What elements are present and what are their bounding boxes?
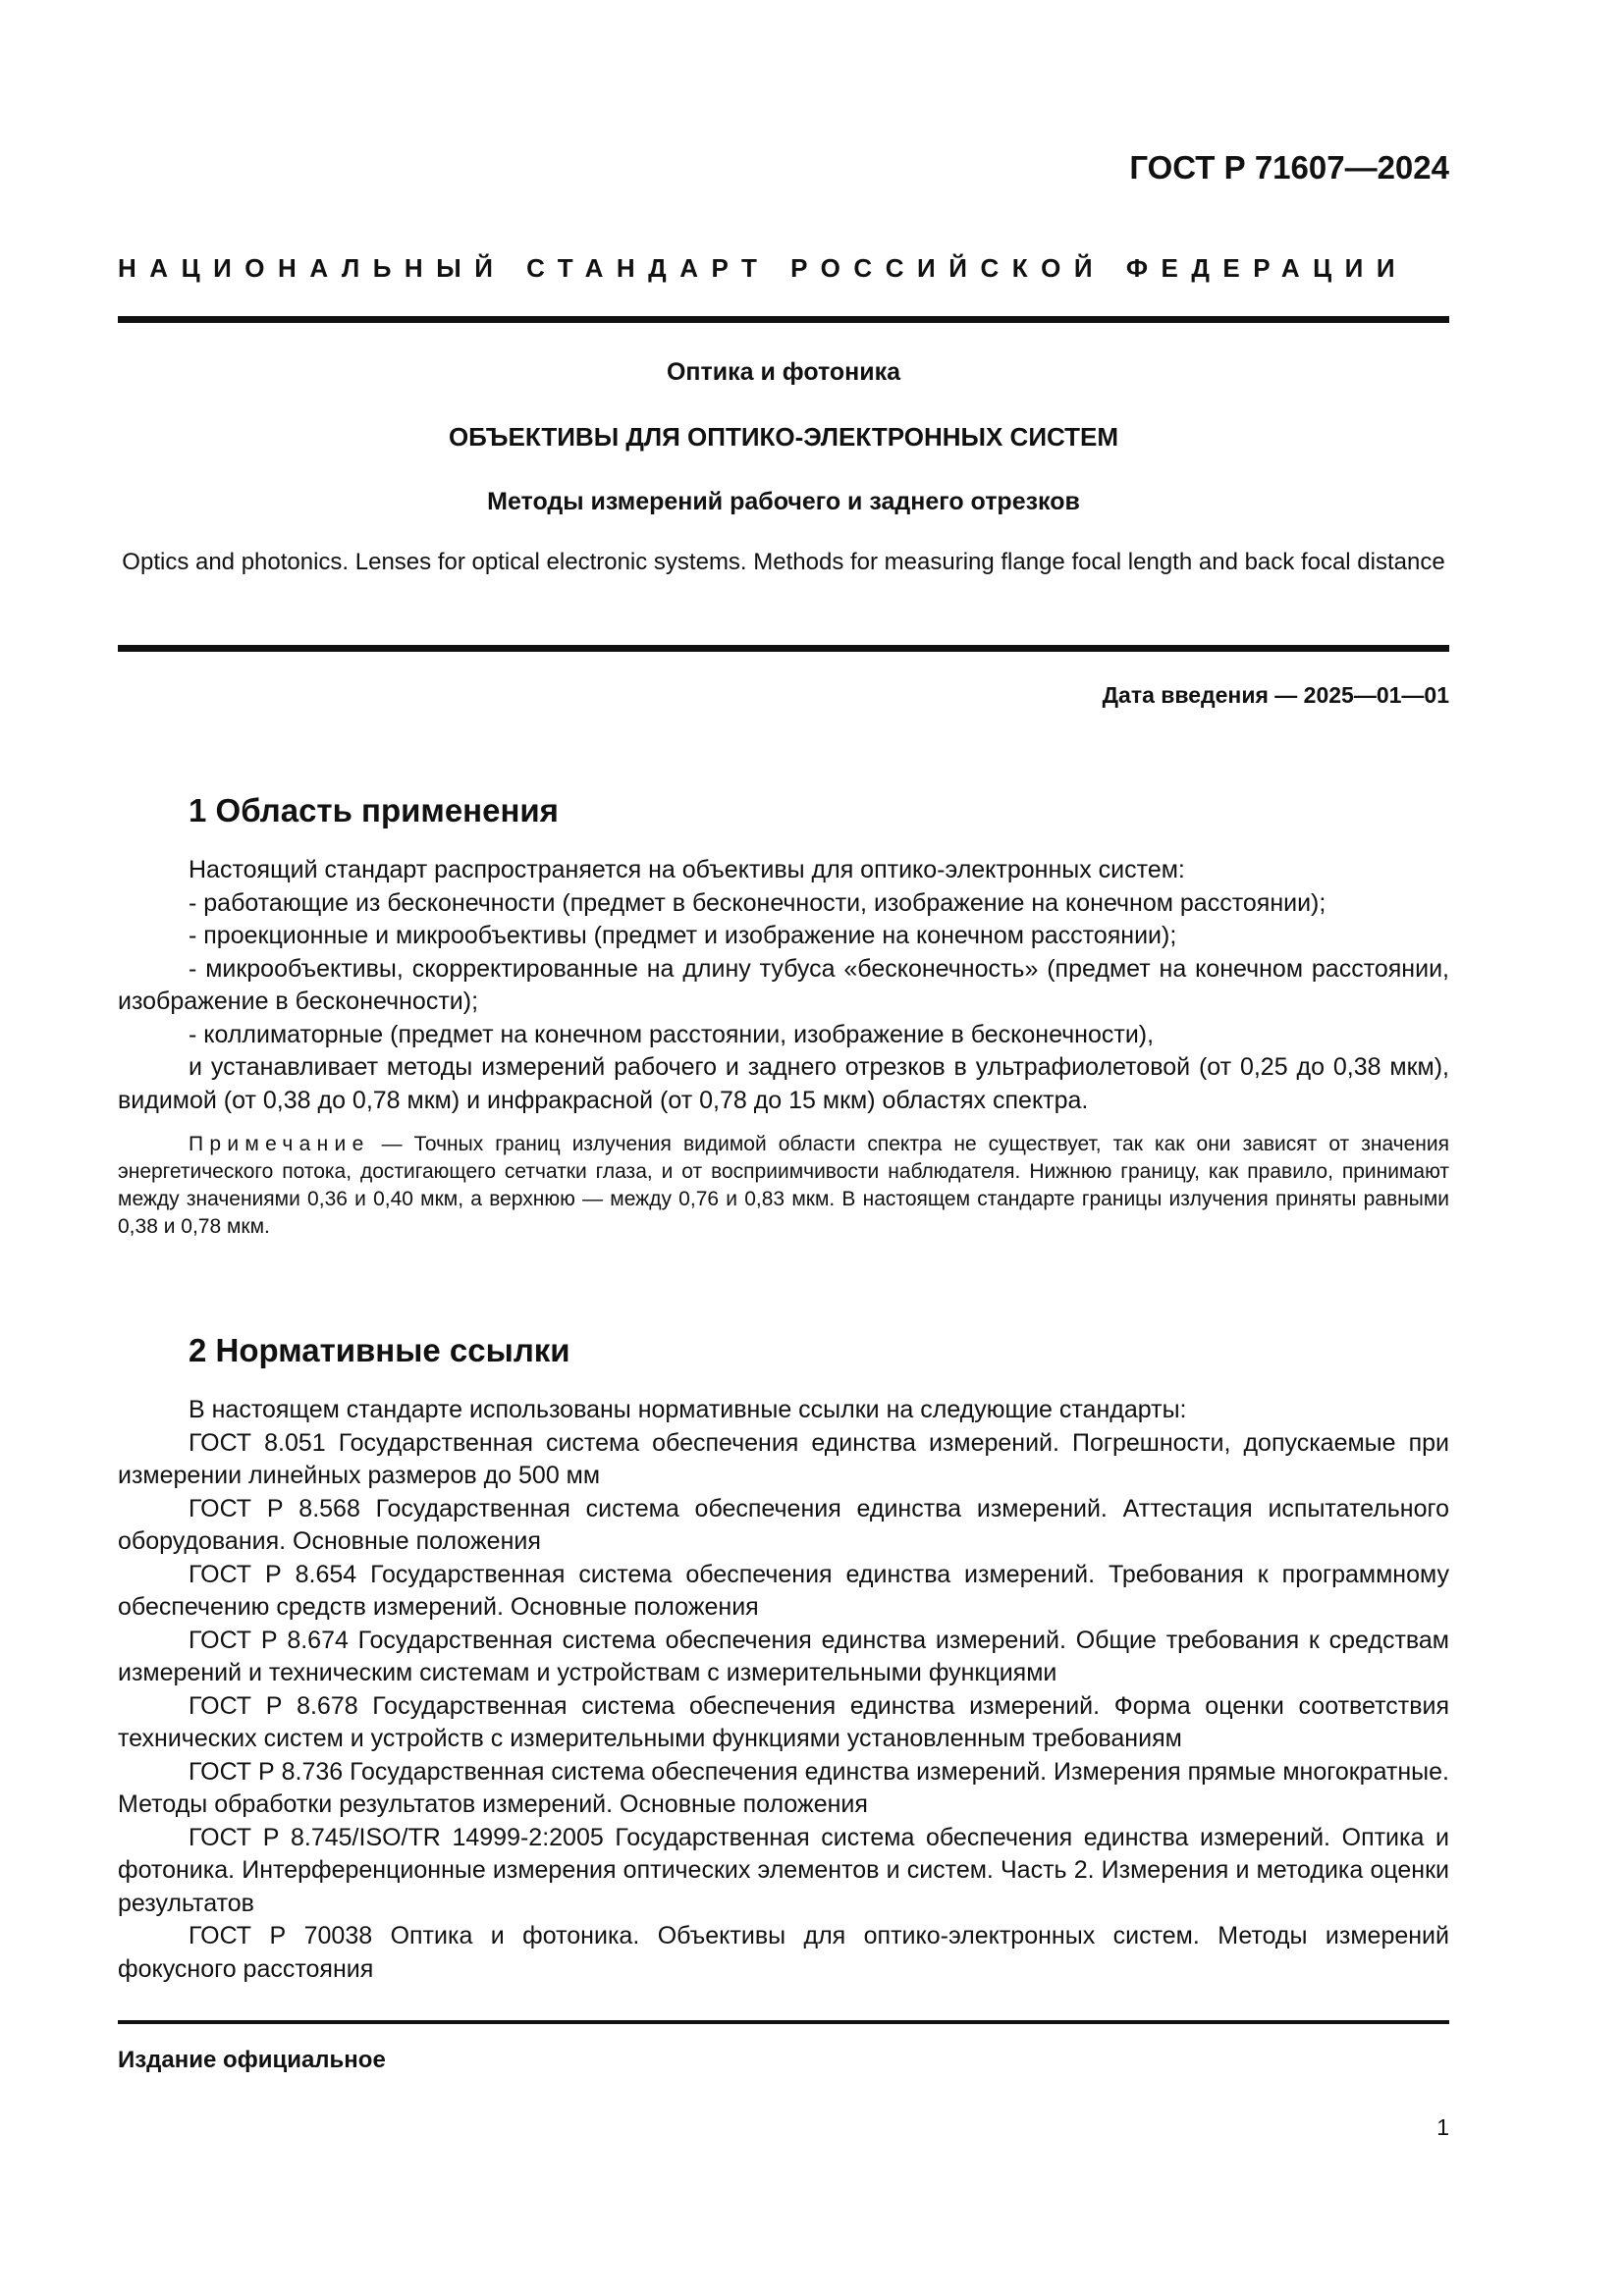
paragraph: Настоящий стандарт распространяется на объективы для оптико-электронных систем: <box>189 856 1185 883</box>
footer-divider <box>118 2020 1449 2024</box>
reference-item: ГОСТ Р 8.678 Государственная система обеспечения единства измерений. Форма оценки соответствия технических систем и устройств с измерительными функциями установленным требованиям <box>118 1691 1449 1752</box>
list-item: - работающие из бесконечности (предмет в бесконечности, изображение на конечном расстоянии); <box>189 888 1326 917</box>
reference-item: ГОСТ Р 8.654 Государственная система обеспечения единства измерений. Требования к программному обеспечению средств измерений. Основные положения <box>118 1560 1449 1621</box>
series-title: Оптика и фотоника <box>666 358 901 386</box>
note-text: — Точных границ излучения видимой области спектра не существует, так как они зависят от значения энергетического потока, достигающего сетчатки глаза, и от восприимчивости наблюдателя. Нижнюю границу, как правило, принимают между значениями 0,36 и 0,40 мкм, а верхнюю — между 0,76 и 0,83 мкм. В настоящем стандарте границы излучения приняты равными 0,38 и 0,78 мкм. <box>118 1133 1449 1238</box>
section-normative-references <box>118 1329 1449 1986</box>
document-number: ГОСТ Р 71607—2024 <box>1129 149 1449 186</box>
reference-item: ГОСТ Р 8.674 Государственная система обеспечения единства измерений. Общие требования к средствам измерений и техническим системам и устройствам с измерительными функциями <box>118 1626 1449 1686</box>
english-title: Optics and photonics. Lenses for optical electronic systems. Methods for measuring flange focal length and back focal distance <box>122 549 1445 575</box>
list-item: - коллиматорные (предмет на конечном расстоянии, изображение в бесконечности), <box>189 1020 1155 1048</box>
note-label: Примечание <box>189 1133 370 1155</box>
section-scope <box>118 789 1449 1241</box>
reference-item: ГОСТ Р 8.745/ISO/TR 14999-2:2005 Государственная система обеспечения единства измерений. Оптика и фотоника. Интерференционные измерения оптических элементов и систем. Часть 2. Измерения и методика оценки результатов <box>118 1823 1449 1917</box>
paragraph: и устанавливает методы измерений рабочего и заднего отрезков в ультрафиолетовой (от 0,25 до 0,38 мкм), видимой (от 0,38 до 0,78 мкм) и инфракрасной (от 0,78 до 15 мкм) областях спектра. <box>118 1053 1449 1114</box>
official-edition-label: Издание официальное <box>118 2047 386 2073</box>
introduction-date: Дата введения — 2025—01—01 <box>1102 682 1449 708</box>
list-item: - проекционные и микрообъективы (предмет и изображение на конечном расстоянии); <box>189 922 1177 949</box>
main-title: ОБЪЕКТИВЫ ДЛЯ ОПТИКО-ЭЛЕКТРОННЫХ СИСТЕМ <box>448 422 1119 452</box>
top-divider <box>118 316 1449 323</box>
national-standard-title: НАЦИОНАЛЬНЫЙ СТАНДАРТ РОССИЙСКОЙ ФЕДЕРАЦИИ <box>118 253 1409 283</box>
paragraph: В настоящем стандарте использованы нормативные ссылки на следующие стандарты: <box>189 1396 1187 1423</box>
section-heading: 1 Область применения <box>189 792 559 828</box>
reference-item: ГОСТ Р 70038 Оптика и фотоника. Объективы для оптико-электронных систем. Методы измерений фокусного расстояния <box>118 1922 1449 1983</box>
reference-item: ГОСТ Р 8.736 Государственная система обеспечения единства измерений. Измерения прямые многократные. Методы обработки результатов измерений. Основные положения <box>118 1757 1449 1818</box>
list-item: - микрообъективы, скорректированные на длину тубуса «бесконечность» (предмет на конечном расстоянии, изображение в бесконечности); <box>118 954 1449 1015</box>
note <box>118 1131 1449 1241</box>
page-number: 1 <box>1436 2114 1449 2140</box>
reference-item: ГОСТ Р 8.568 Государственная система обеспечения единства измерений. Аттестация испытательного оборудования. Основные положения <box>118 1494 1449 1555</box>
title-divider <box>118 645 1449 652</box>
reference-item: ГОСТ 8.051 Государственная система обеспечения единства измерений. Погрешности, допускаемые при измерении линейных размеров до 500 мм <box>118 1428 1449 1489</box>
subtitle: Методы измерений рабочего и заднего отрезков <box>487 488 1080 515</box>
document-page <box>118 0 1449 2296</box>
section-heading: 2 Нормативные ссылки <box>189 1332 570 1368</box>
